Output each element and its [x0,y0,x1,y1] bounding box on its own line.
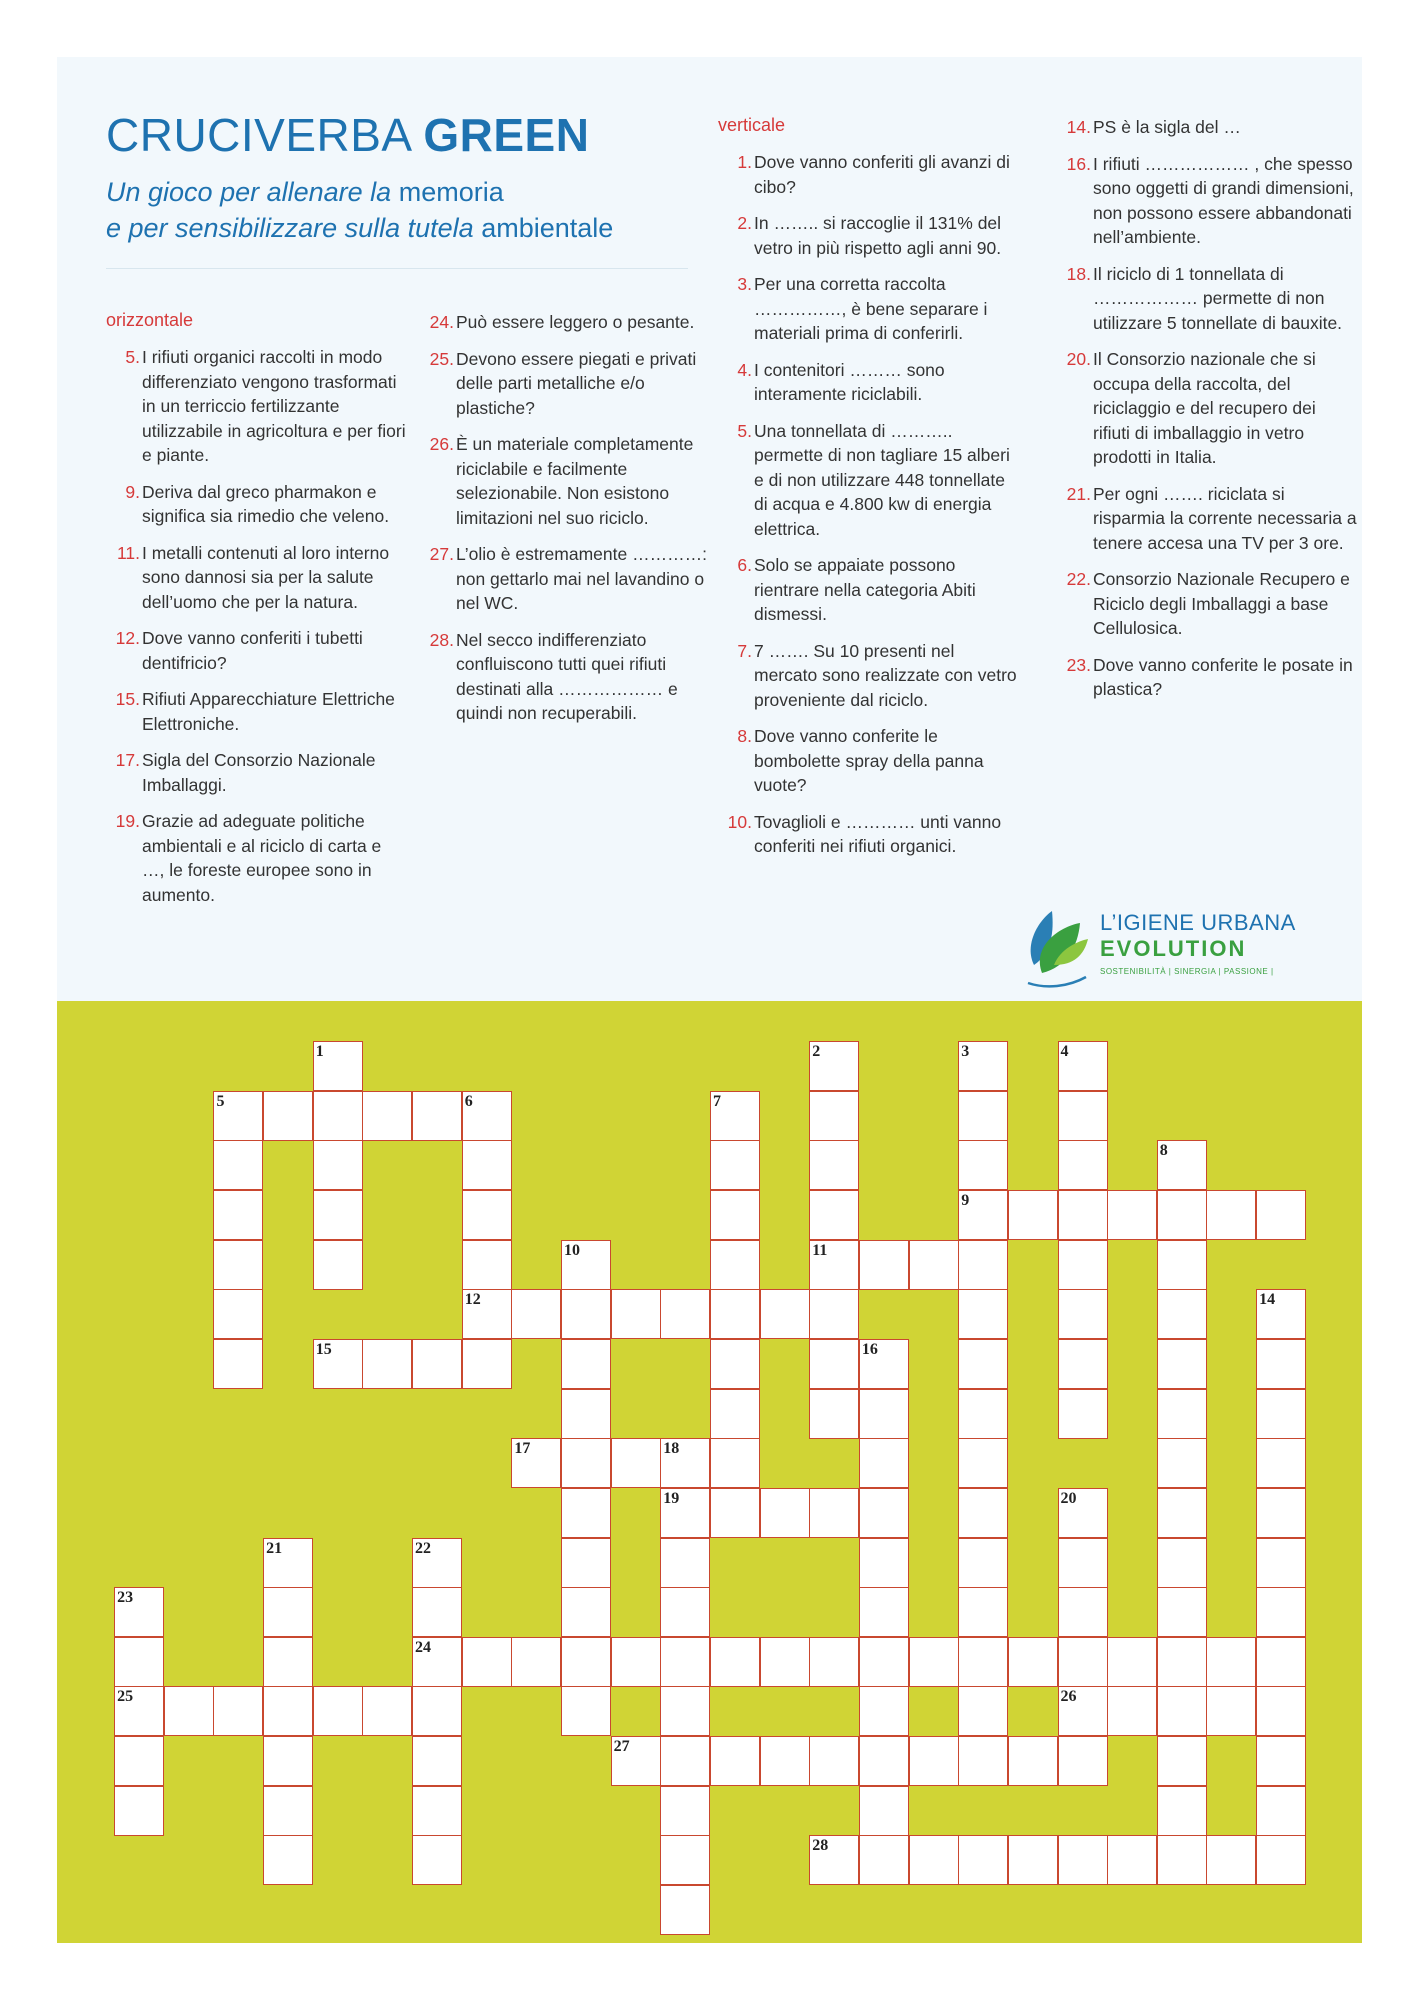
grid-cell[interactable] [263,1637,313,1687]
logo-tagline: SOSTENIBILITÀ | SINERGIA | PASSIONE | [1100,967,1274,976]
grid-number: 28 [812,1837,829,1855]
clue-item [106,626,406,675]
grid-cell[interactable] [859,1637,909,1687]
grid-cell[interactable] [660,1538,710,1588]
grid-cell[interactable] [760,1289,810,1339]
grid-number: 20 [1060,1489,1077,1507]
grid-cell[interactable] [710,1488,760,1538]
grid-cell[interactable] [1157,1339,1207,1389]
grid-cell[interactable] [909,1835,959,1885]
grid-cell[interactable] [1256,1389,1306,1439]
grid-cell[interactable] [213,1240,263,1290]
grid-cell[interactable] [412,1091,462,1141]
clue-item [106,345,406,468]
grid-cell[interactable] [1157,1587,1207,1637]
clue-text: Per una corretta raccolta ……………, è bene separare i materiali prima di conferirli. [754,274,988,343]
grid-cell[interactable] [859,1786,909,1836]
grid-cell[interactable] [859,1686,909,1736]
grid-cell[interactable] [412,1587,462,1637]
clue-number: 9. [125,481,140,502]
clue-text: Può essere leggero o pesante. [456,312,695,332]
clue-text: Il riciclo di 1 tonnellata di ……………… permette di non utilizzare 5 tonnellate di bauxite. [1093,263,1343,333]
clue-text: Deriva dal greco pharmakon e significa sia rimedio che veleno. [142,481,390,526]
leaf-logo-icon [1020,905,1100,990]
grid-cell[interactable] [1157,1686,1207,1736]
clue-item [420,432,720,530]
clue-text: Solo se appaiate possono rientrare nella categoria Abiti dismessi. [754,555,976,624]
grid-cell[interactable] [1058,1587,1108,1637]
clue-text: Per ogni ……. riciclata si risparmia la corrente necessaria a tenere accesa una TV per 3 ore. [1093,483,1357,553]
grid-cell[interactable] [1157,1289,1207,1339]
clue-number: 14. [1066,117,1091,137]
clue-item [106,480,406,529]
grid-cell[interactable] [809,1488,859,1538]
grid-cell[interactable] [561,1389,611,1439]
clue-list-4 [1057,115,1357,702]
clue-number: 16. [1066,153,1091,174]
grid-cell[interactable] [859,1438,909,1488]
grid-cell[interactable] [660,1587,710,1637]
grid-cell[interactable] [958,1389,1008,1439]
grid-cell[interactable] [1157,1438,1207,1488]
grid-cell[interactable] [412,1835,462,1885]
grid-cell[interactable] [561,1637,611,1687]
grid-cell[interactable] [1008,1637,1058,1687]
clue-item [420,347,720,421]
clue-item [1057,567,1357,641]
grid-cell[interactable] [1256,1538,1306,1588]
clue-number: 17. [115,750,140,770]
grid-cell[interactable] [561,1488,611,1538]
grid-cell[interactable] [1256,1438,1306,1488]
grid-cell[interactable] [561,1339,611,1389]
grid-cell[interactable] [859,1538,909,1588]
grid-cell[interactable] [909,1637,959,1687]
grid-cell[interactable] [462,1240,512,1290]
clue-item [106,809,406,907]
grid-number: 26 [1060,1688,1077,1706]
clue-list-2 [420,310,720,726]
grid-number: 15 [315,1340,332,1358]
grid-cell[interactable] [958,1835,1008,1885]
grid-cell[interactable] [462,1637,512,1687]
grid-cell[interactable] [1157,1637,1207,1687]
grid-number: 17 [514,1440,531,1458]
grid-cell[interactable] [710,1339,760,1389]
grid-cell[interactable] [958,1686,1008,1736]
grid-cell[interactable] [313,1190,363,1240]
clue-item [718,419,1018,542]
grid-cell[interactable] [859,1835,909,1885]
grid-number: 19 [663,1489,680,1507]
grid-cell[interactable] [462,1190,512,1240]
grid-cell[interactable] [660,1835,710,1885]
grid-cell[interactable] [313,1091,363,1141]
clues-column-1 [106,310,406,919]
grid-cell[interactable] [263,1835,313,1885]
grid-cell[interactable] [809,1289,859,1339]
grid-cell[interactable] [1256,1835,1306,1885]
clue-text: L’olio è estremamente …………: non gettarlo mai nel lavandino o nel WC. [456,544,707,613]
grid-cell[interactable] [660,1885,710,1935]
grid-cell[interactable] [1256,1488,1306,1538]
clue-number: 22. [1066,569,1091,589]
grid-cell[interactable] [909,1736,959,1786]
grid-cell[interactable] [263,1786,313,1836]
clue-number: 21. [1066,483,1091,504]
grid-number: 14 [1259,1291,1276,1309]
clue-number: 26. [429,434,454,454]
clue-item [718,211,1018,260]
grid-cell[interactable] [1008,1190,1058,1240]
grid-cell[interactable] [213,1190,263,1240]
grid-cell[interactable] [412,1786,462,1836]
grid-cell[interactable] [511,1289,561,1339]
clue-number: 2. [737,213,752,233]
grid-cell[interactable] [809,1389,859,1439]
grid-cell[interactable] [412,1736,462,1786]
grid-cell[interactable] [313,1140,363,1190]
grid-cell[interactable] [561,1686,611,1736]
grid-cell[interactable] [561,1438,611,1488]
logo-line-1: L’IGIENE URBANA [1100,910,1296,935]
grid-cell[interactable] [1256,1736,1306,1786]
grid-number: 25 [117,1688,134,1706]
clue-number: 5. [125,347,140,367]
grid-cell[interactable] [1008,1835,1058,1885]
grid-cell[interactable] [710,1289,760,1339]
clue-item [718,639,1018,713]
clue-number: 12. [115,628,140,648]
grid-cell[interactable] [809,1190,859,1240]
clue-text: Grazie ad adeguate politiche ambientali e al riciclo di carta e …, le foreste europee sono in aumento. [142,811,382,905]
clue-number: 7. [737,640,752,661]
grid-number: 8 [1159,1142,1168,1160]
clue-text: I rifiuti ……………… , che spesso sono oggetti di grandi dimensioni, non possono essere abbandonati nell’ambiente. [1093,153,1354,247]
grid-number: 7 [712,1092,721,1110]
grid-cell[interactable] [263,1686,313,1736]
grid-number: 2 [812,1043,821,1060]
orizzontale-heading: orizzontale [106,310,194,330]
grid-cell[interactable] [114,1786,164,1836]
clue-number: 19. [115,811,140,831]
clue-text: 7 ……. Su 10 presenti nel mercato sono realizzate con vetro proveniente dal riciclo. [754,640,1017,710]
grid-cell[interactable] [660,1786,710,1836]
grid-cell[interactable] [809,1637,859,1687]
grid-cell[interactable] [710,1190,760,1240]
grid-cell[interactable] [710,1240,760,1290]
grid-cell[interactable] [1058,1140,1108,1190]
clue-number: 24. [429,312,454,332]
grid-cell[interactable] [1157,1835,1207,1885]
clue-text: Rifiuti Apparecchiature Elettriche Elettroniche. [142,689,395,734]
grid-number: 18 [663,1440,680,1458]
grid-cell[interactable] [760,1637,810,1687]
clue-item [106,748,406,797]
clue-number: 11. [116,542,140,563]
clue-number: 23. [1066,654,1091,675]
clue-item [1057,262,1357,336]
grid-cell[interactable] [1058,1389,1108,1439]
grid-cell[interactable] [1058,1538,1108,1588]
grid-cell[interactable] [1058,1637,1108,1687]
logo-line-2: EVOLUTION [1100,936,1247,961]
grid-cell[interactable] [611,1438,661,1488]
grid-cell[interactable] [809,1339,859,1389]
grid-cell[interactable] [561,1289,611,1339]
grid-cell[interactable] [1157,1389,1207,1439]
clue-text: È un materiale completamente riciclabile e facilmente selezionabile. Non esistono limitazioni nel suo riciclo. [456,434,694,528]
clue-number: 6. [737,555,752,575]
grid-cell[interactable] [958,1438,1008,1488]
clue-number: 18. [1066,263,1091,284]
grid-cell[interactable] [809,1140,859,1190]
clue-number: 5. [737,420,752,441]
grid-number: 24 [415,1638,432,1656]
clue-item [718,810,1018,859]
grid-cell[interactable] [511,1637,561,1687]
clues-column-2 [420,310,720,738]
clue-number: 4. [737,359,752,380]
grid-cell[interactable] [859,1736,909,1786]
grid-number: 12 [464,1291,481,1309]
clue-text: Il Consorzio nazionale che si occupa della raccolta, del riciclaggio e del recupero dei rifiuti di imballaggio in vetro prodotti in Italia. [1093,349,1316,467]
grid-cell[interactable] [1206,1835,1256,1885]
grid-cell[interactable] [561,1587,611,1637]
grid-cell[interactable] [263,1091,313,1141]
clue-number: 25. [429,348,454,369]
clue-text: Devono essere piegati e privati delle parti metalliche e/o plastiche? [456,348,697,418]
grid-cell[interactable] [958,1637,1008,1687]
grid-cell[interactable] [660,1736,710,1786]
clue-text: Tovaglioli e ………… unti vanno conferiti nei rifiuti organici. [754,811,1002,856]
grid-cell[interactable] [958,1587,1008,1637]
grid-number: 1 [315,1043,324,1060]
clue-list-1 [106,345,406,907]
clue-item [420,628,720,726]
clue-item [1057,482,1357,556]
grid-cell[interactable] [1256,1686,1306,1736]
grid-cell[interactable] [1157,1786,1207,1836]
grid-cell[interactable] [114,1736,164,1786]
clue-list-3 [718,150,1018,859]
grid-cell[interactable] [1058,1835,1108,1885]
logo [1020,905,1320,995]
grid-cell[interactable] [362,1686,412,1736]
grid-cell[interactable] [958,1289,1008,1339]
grid-number: 23 [117,1589,134,1607]
clue-text: PS è la sigla del … [1093,117,1241,137]
grid-cell[interactable] [710,1140,760,1190]
grid-cell[interactable] [561,1538,611,1588]
clue-number: 1. [737,152,752,172]
clue-item [718,150,1018,199]
grid-cell[interactable] [1107,1637,1157,1687]
clue-text: Consorzio Nazionale Recupero e Riciclo degli Imballaggi a base Cellulosica. [1093,569,1350,638]
grid-cell[interactable] [462,1339,512,1389]
clue-text: I rifiuti organici raccolti in modo differenziato vengono trasformati in un terriccio fertilizzante utilizzabile in agricoltura e per fiori e piante. [142,347,406,465]
grid-cell[interactable] [412,1339,462,1389]
grid-cell[interactable] [859,1488,909,1538]
grid-cell[interactable] [859,1389,909,1439]
clue-number: 27. [429,544,454,564]
grid-cell[interactable] [263,1587,313,1637]
grid-cell[interactable] [213,1686,263,1736]
grid-number: 21 [266,1539,283,1557]
grid-number: 11 [812,1241,828,1259]
grid-cell[interactable] [958,1140,1008,1190]
grid-cell[interactable] [611,1637,661,1687]
grid-number: 4 [1060,1043,1069,1060]
grid-cell[interactable] [313,1240,363,1290]
clue-text: Nel secco indifferenziato confluiscono tutti quei rifiuti destinati alla ……………… e quindi non recuperabili. [456,629,678,723]
grid-cell[interactable] [958,1488,1008,1538]
clue-item [1057,653,1357,702]
grid-cell[interactable] [462,1140,512,1190]
grid-cell[interactable] [909,1240,959,1290]
clue-text: I contenitori ……… sono interamente riciclabili. [754,359,945,404]
grid-cell[interactable] [213,1289,263,1339]
grid-cell[interactable] [1256,1339,1306,1389]
clue-item [718,358,1018,407]
page-subtitle: Un gioco per allenare la memoria e per sensibilizzare sulla tutela ambientale [106,177,614,243]
grid-cell[interactable] [958,1538,1008,1588]
clue-item [106,687,406,736]
grid-cell[interactable] [412,1686,462,1736]
clue-text: Dove vanno conferite le posate in plastica? [1093,654,1353,699]
grid-cell[interactable] [859,1240,909,1290]
grid-cell[interactable] [1058,1289,1108,1339]
grid-cell[interactable] [1058,1190,1108,1240]
clue-number: 28. [429,629,454,650]
grid-cell[interactable] [164,1686,214,1736]
grid-cell[interactable] [611,1289,661,1339]
clue-number: 8. [737,726,752,746]
grid-number: 27 [613,1738,630,1756]
clue-item [718,724,1018,798]
grid-cell[interactable] [1058,1091,1108,1141]
grid-cell[interactable] [660,1686,710,1736]
grid-cell[interactable] [1058,1240,1108,1290]
verticale-heading: verticale [718,115,786,135]
grid-cell[interactable] [710,1736,760,1786]
clues-column-4 [1057,115,1357,714]
grid-cell[interactable] [362,1339,412,1389]
grid-cell[interactable] [1206,1190,1256,1240]
grid-number: 22 [415,1539,432,1557]
grid-cell[interactable] [1157,1488,1207,1538]
grid-cell[interactable] [1256,1786,1306,1836]
clue-item [1057,347,1357,470]
clue-item [718,553,1018,627]
clue-text: Una tonnellata di ……….. permette di non tagliare 15 alberi e di non utilizzare 448 tonnellate di acqua e 4.800 kw di energia elettrica. [754,420,1010,539]
grid-cell[interactable] [1008,1736,1058,1786]
grid-cell[interactable] [1157,1736,1207,1786]
clue-number: 15. [115,689,140,709]
page-title: CRUCIVERBA GREEN [106,109,590,161]
clue-number: 3. [737,274,752,294]
grid-cell[interactable] [1157,1240,1207,1290]
grid-cell[interactable] [660,1637,710,1687]
clue-text: In …….. si raccoglie il 131% del vetro in più rispetto agli anni 90. [754,213,1002,258]
grid-cell[interactable] [1256,1637,1306,1687]
grid-cell[interactable] [958,1240,1008,1290]
grid-cell[interactable] [313,1686,363,1736]
grid-cell[interactable] [213,1339,263,1389]
grid-cell[interactable] [1157,1538,1207,1588]
grid-cell[interactable] [1058,1339,1108,1389]
grid-cell[interactable] [362,1091,412,1141]
grid-cell[interactable] [859,1587,909,1637]
grid-cell[interactable] [1256,1587,1306,1637]
grid-cell[interactable] [1157,1190,1207,1240]
clue-item [1057,152,1357,250]
grid-cell[interactable] [1107,1190,1157,1240]
grid-cell[interactable] [809,1736,859,1786]
grid-cell[interactable] [1206,1686,1256,1736]
grid-cell[interactable] [1206,1637,1256,1687]
grid-cell[interactable] [710,1637,760,1687]
clue-item [106,541,406,615]
grid-cell[interactable] [710,1389,760,1439]
grid-number: 10 [564,1241,580,1259]
grid-cell[interactable] [958,1091,1008,1141]
clue-text: Sigla del Consorzio Nazionale Imballaggi. [142,750,376,795]
grid-cell[interactable] [1058,1736,1108,1786]
clues-column-3 [718,115,1018,871]
grid-cell[interactable] [114,1637,164,1687]
grid-number: 3 [961,1043,970,1060]
clue-number: 20. [1066,349,1091,369]
clue-item [1057,115,1357,140]
grid-cell[interactable] [809,1091,859,1141]
grid-number: 5 [216,1092,225,1110]
grid-cell[interactable] [213,1140,263,1190]
clue-text: Dove vanno conferiti gli avanzi di cibo? [754,152,1010,197]
grid-number: 6 [464,1092,473,1110]
clue-item [420,310,720,335]
clue-item [718,272,1018,346]
grid-cell[interactable] [263,1736,313,1786]
grid-cell[interactable] [958,1736,1008,1786]
clue-text: Dove vanno conferite le bombolette spray della panna vuote? [754,726,984,795]
grid-cell[interactable] [760,1736,810,1786]
clue-number: 10. [727,811,752,832]
grid-cell[interactable] [760,1488,810,1538]
clue-text: I metalli contenuti al loro interno sono dannosi sia per la salute dell’uomo che per la natura. [142,542,390,612]
grid-cell[interactable] [660,1289,710,1339]
grid-cell[interactable] [1107,1686,1157,1736]
grid-number: 16 [861,1340,878,1358]
grid-cell[interactable] [710,1438,760,1488]
title-divider [106,268,688,269]
grid-cell[interactable] [958,1339,1008,1389]
grid-cell[interactable] [1256,1190,1306,1240]
clue-item [420,542,720,616]
grid-cell[interactable] [1107,1835,1157,1885]
grid-number: 9 [961,1191,970,1209]
clue-text: Dove vanno conferiti i tubetti dentifricio? [142,628,363,673]
